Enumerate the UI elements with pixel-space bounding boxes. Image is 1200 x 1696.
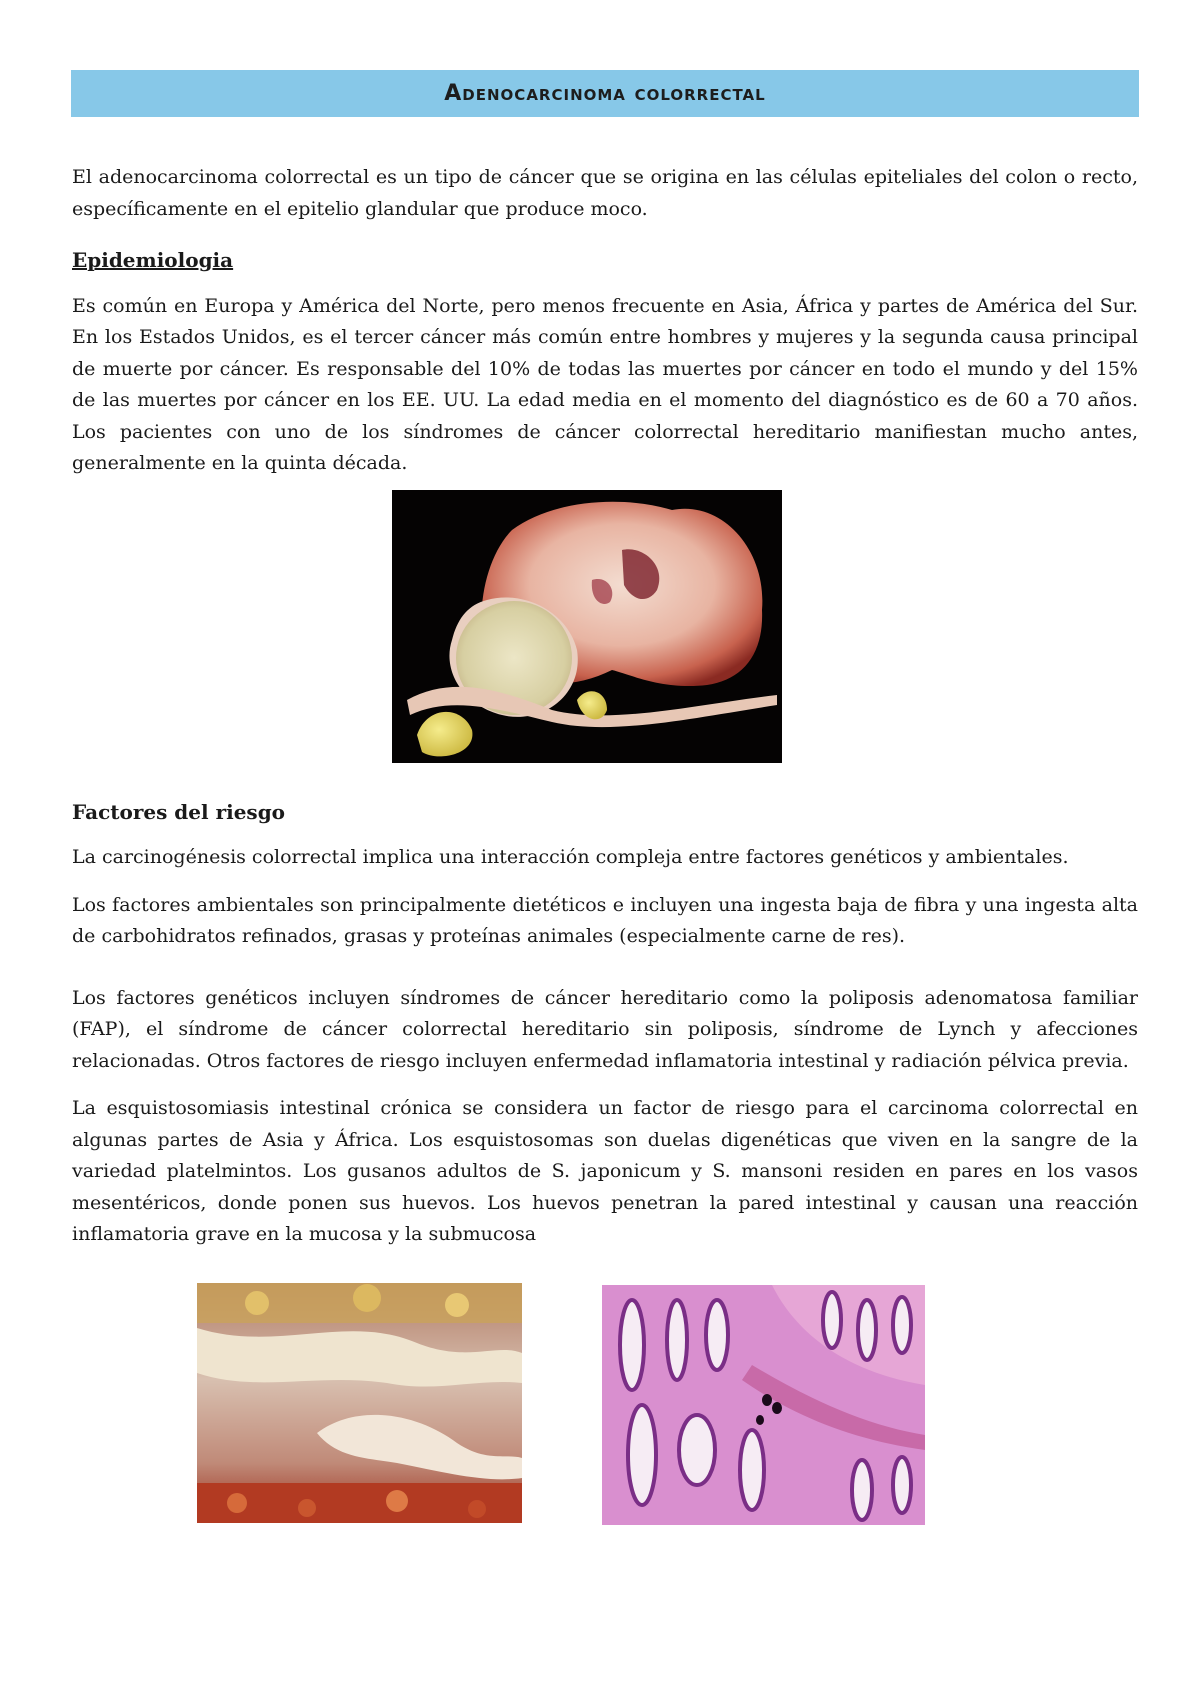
- gross-colon-photo: [197, 1283, 522, 1523]
- risk-paragraph-1: La carcinogénesis colorrectal implica una interacción compleja entre factores genéticos y ambientales.: [72, 846, 1069, 868]
- figure-row: [197, 1283, 977, 1528]
- document-body: [72, 162, 1138, 1267]
- epidemiology-heading: Epidemiologia: [72, 248, 234, 272]
- page-title: Adenocarcinoma colorrectal: [444, 81, 766, 106]
- risk-paragraph-2: Los factores ambientales son principalmente dietéticos e incluyen una ingesta baja de fibra y una ingesta alta de carbohidratos refinados, grasas y proteínas animales (especialmente carne de res).: [72, 893, 1138, 947]
- risk-factors-heading: Factores del riesgo: [72, 799, 286, 824]
- tumor-specimen-photo: [392, 490, 782, 763]
- title-banner: [71, 70, 1139, 117]
- histology-micrograph: [602, 1285, 925, 1525]
- intro-paragraph: El adenocarcinoma colorrectal es un tipo de cáncer que se origina en las células epiteliales del colon o recto, específicamente en el epitelio glandular que produce moco.: [72, 166, 1138, 220]
- epidemiology-paragraph: Es común en Europa y América del Norte, pero menos frecuente en Asia, África y partes de América del Sur. En los Estados Unidos, es el tercer cáncer más común entre hombres y mujeres y la segunda causa principal de muerte por cáncer. Es responsable del 10% de todas las muertes por cáncer en todo el mundo y del 15% de las muertes por cáncer en los EE. UU. La edad media en el momento del diagnóstico es de 60 a 70 años. Los pacientes con uno de los síndromes de cáncer colorrectal hereditario manifiestan mucho antes, generalmente en la quinta década.: [72, 294, 1138, 474]
- risk-paragraph-3: Los factores genéticos incluyen síndromes de cáncer hereditario como la poliposis adenomatosa familiar (FAP), el síndrome de cáncer colorrectal hereditario sin poliposis, síndrome de Lynch y afecciones relacionadas. Otros factores de riesgo incluyen enfermedad inflamatoria intestinal y radiación pélvica previa.: [72, 986, 1138, 1072]
- risk-paragraph-4: La esquistosomiasis intestinal crónica se considera un factor de riesgo para el carcinoma colorrectal en algunas partes de Asia y África. Los esquistosomas son duelas digenéticas que viven en la sangre de la variedad platelmintos. Los gusanos adultos de S. japonicum y S. mansoni residen en pares en los vasos mesentéricos, donde ponen sus huevos. Los huevos penetran la pared intestinal y causan una reacción inflamatoria grave en la mucosa y la submucosa: [72, 1097, 1138, 1245]
